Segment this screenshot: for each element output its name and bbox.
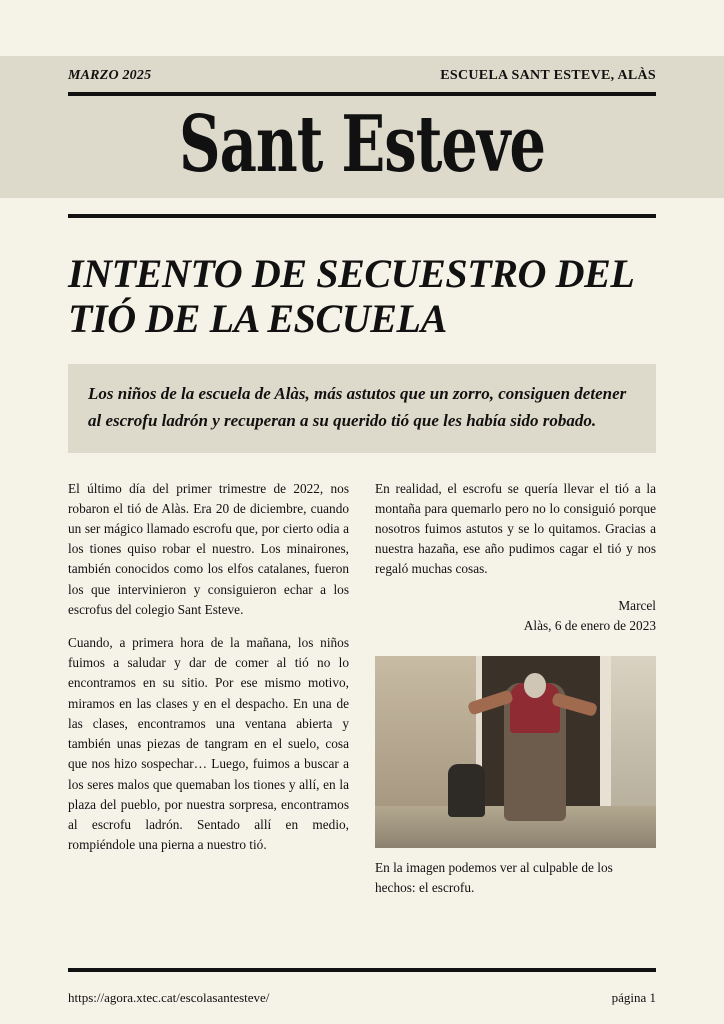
signature-block xyxy=(375,596,656,636)
school-name: ESCUELA SANT ESTEVE, ALÀS xyxy=(440,68,656,83)
masthead-divider xyxy=(68,214,656,218)
signature-place-date: Alàs, 6 de enero de 2023 xyxy=(523,617,656,633)
photo-caption: En la imagen podemos ver al culpable de los hechos: el escrofu. xyxy=(375,860,613,896)
body-paragraph: Cuando, a primera hora de la mañana, los niños fuimos a saludar y dar de comer al tió no lo encontramos en su sitio. Por ese mismo motivo, miramos en las clases y en el despacho. En una de las clases, encontramos una ventana abierta y también unas piezas de tangram en el suelo, cosa que nos hizo sospechar… Luego, fuimos a buscar a los seres malos que quemaban los tiones y allí, en la plaza del pueblo, por nuestra sorpresa, encontramos al escrofu ladrón. Sentado allí en medio, rompiéndole una pierna a nuestro tió. xyxy=(68,635,349,853)
article-standfirst: Los niños de la escuela de Alàs, más astutos que un zorro, consiguen detener al escrofu ladrón y recuperan a su querido tió que les había sido robado. xyxy=(68,364,656,453)
masthead-title: Sant Esteve xyxy=(179,98,545,191)
page-number: página 1 xyxy=(611,990,656,1005)
signature-name: Marcel xyxy=(618,597,656,613)
page-footer xyxy=(68,990,656,1006)
masthead xyxy=(68,96,656,200)
footer-divider xyxy=(68,968,656,972)
article-headline: INTENTO DE SECUESTRO DEL TIÓ DE LA ESCUELA xyxy=(68,251,633,341)
photo-dog xyxy=(448,764,485,818)
photo-door-frame-right xyxy=(600,656,611,813)
article-columns xyxy=(68,479,656,898)
body-paragraph: El último día del primer trimestre de 2022, nos robaron el tió de Alàs. Era 20 de diciembre, cuando un ser mágico llamado escrofu que, por cierto odia a los tiones quiso robar el nuestro. Los minairones, también conocidos como los elfos catalanes, fueron los que intervinieron y consiguieron echar a los escrofus del colegio Sant Esteve. xyxy=(68,480,349,617)
right-column xyxy=(375,479,656,898)
issue-date: MARZO 2025 xyxy=(68,68,152,83)
page-header xyxy=(68,0,656,92)
article-photo xyxy=(375,656,656,848)
left-column xyxy=(68,479,349,898)
footer-url[interactable]: https://agora.xtec.cat/escolasantesteve/ xyxy=(68,990,270,1005)
body-paragraph: En realidad, el escrofu se quería llevar el tió a la montaña para quemarlo pero no lo consiguió porque nosotros fuimos astutos y se lo quitamos. Gracias a nuestra hazaña, ese año pudimos cagar el tió y nos regaló muchas cosas. xyxy=(375,480,656,577)
